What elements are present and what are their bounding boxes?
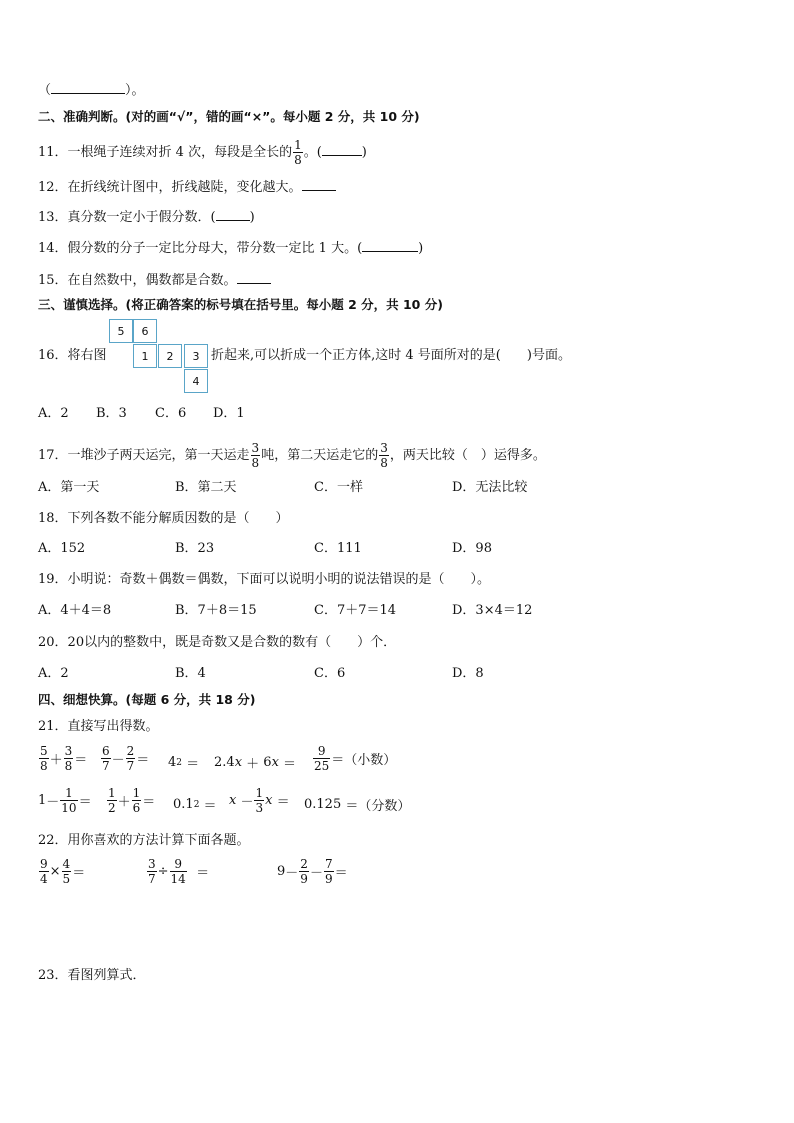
option-b[interactable]: B．7＋8＝15	[175, 603, 257, 618]
calc-item: 9 － $\frac{2}{9}$ － $\frac{7}{9}$ ＝	[277, 857, 348, 886]
calc-item: $\frac{3}{7}$ ÷ $\frac{9}{14}$ ＝	[148, 857, 210, 886]
question-18: 18．下列各数不能分解质因数的是（ ）	[38, 511, 289, 526]
calc-item: $\frac{5}{8}$ ＋ $\frac{3}{8}$ ＝	[40, 744, 88, 773]
option-a[interactable]: A．152	[38, 541, 86, 556]
option-b[interactable]: B．4	[175, 666, 206, 681]
net-cell: 6	[133, 319, 157, 343]
question-22: 22．用你喜欢的方法计算下面各题。	[38, 833, 250, 848]
option-d[interactable]: D．8	[452, 666, 484, 681]
option-d[interactable]: D．98	[452, 541, 492, 556]
question-16: 16．将右图	[38, 348, 107, 363]
answer-blank[interactable]	[51, 80, 125, 94]
option-c[interactable]: C．一样	[314, 480, 363, 495]
section-4-title: 四、细想快算。(每题 6 分，共 18 分)	[38, 692, 256, 707]
option-b[interactable]: B．3	[96, 406, 127, 421]
question-23: 23．看图列算式．	[38, 968, 146, 983]
answer-blank[interactable]	[216, 207, 250, 221]
net-cell: 2	[158, 344, 182, 368]
question-17: 17．一堆沙子两天运完，第一天运走 $\frac{3}{8}$ 吨，第二天运走它的 $\frac{3}{8}$ ，两天比较（ ）运得多。	[38, 441, 546, 470]
option-b[interactable]: B．第二天	[175, 480, 237, 495]
calc-item: 0.1 2 ＝	[173, 797, 217, 814]
question-20: 20．20以内的整数中，既是奇数又是合数的数有（ ）个．	[38, 635, 397, 650]
calc-item: 2.4 x ＋ 6 x ＝	[214, 755, 297, 772]
net-cell: 3	[184, 344, 208, 368]
question-12: 12．在折线统计图中，折线越陡，变化越大。	[38, 177, 336, 197]
calc-item: $\frac{9}{4}$ × $\frac{4}{5}$ ＝	[40, 857, 86, 886]
option-a[interactable]: A．4＋4＝8	[38, 603, 112, 618]
option-c[interactable]: C．6	[155, 406, 187, 421]
answer-blank[interactable]	[302, 177, 336, 191]
section-3-title: 三、谨慎选择。(将正确答案的标号填在括号里。每小题 2 分，共 10 分)	[38, 297, 443, 312]
answer-blank[interactable]	[362, 238, 418, 252]
option-d[interactable]: D．无法比较	[452, 480, 528, 495]
calc-item: 4 2 ＝	[168, 755, 200, 772]
option-c[interactable]: C．111	[314, 541, 362, 556]
option-c[interactable]: C．6	[314, 666, 346, 681]
calc-item: $\frac{1}{2}$ ＋ $\frac{1}{6}$ ＝	[108, 786, 156, 815]
answer-blank[interactable]	[322, 142, 362, 156]
option-d[interactable]: D．1	[213, 406, 245, 421]
calc-item: 1 － $\frac{1}{10}$ ＝	[38, 786, 92, 815]
section-2-title: 二、准确判断。(对的画“√”，错的画“×”。每小题 2 分，共 10 分)	[38, 109, 420, 124]
calc-item: $\frac{9}{25}$ ＝ （小数）	[314, 744, 397, 773]
question-14: 14．假分数的分子一定比分母大，带分数一定比 1 大。( )	[38, 238, 423, 258]
answer-blank[interactable]	[237, 270, 271, 284]
option-c[interactable]: C．7＋7＝14	[314, 603, 397, 618]
question-16-text: 折起来,可以折成一个正方体,这时 4 号面所对的是( )号面。	[211, 348, 571, 363]
option-a[interactable]: A．2	[38, 406, 69, 421]
question-13: 13．真分数一定小于假分数．( )	[38, 207, 255, 227]
option-d[interactable]: D．3×4＝12	[452, 603, 533, 618]
question-19: 19．小明说：奇数＋偶数＝偶数，下面可以说明小明的说法错误的是（ ）。	[38, 572, 491, 587]
question-11: 11．一根绳子连续对折 4 次，每段是全长的 $\frac{1}{8}$ 。( )	[38, 138, 367, 167]
calc-item: 0.125 ＝ （分数）	[304, 797, 411, 814]
net-cell: 5	[109, 319, 133, 343]
net-cell: 1	[133, 344, 157, 368]
option-a[interactable]: A．第一天	[38, 480, 100, 495]
calc-item: x － $\frac{1}{3}$ x ＝	[229, 786, 290, 815]
net-cell: 4	[184, 369, 208, 393]
calc-item: $\frac{6}{7}$ － $\frac{2}{7}$ ＝	[102, 744, 150, 773]
option-a[interactable]: A．2	[38, 666, 69, 681]
prev-answer-line: （ ）。	[38, 80, 145, 100]
option-b[interactable]: B．23	[175, 541, 215, 556]
question-21: 21．直接写出得数。	[38, 719, 159, 734]
fraction: $\frac{1}{8}$	[294, 138, 302, 167]
question-15: 15．在自然数中，偶数都是合数。	[38, 270, 271, 290]
